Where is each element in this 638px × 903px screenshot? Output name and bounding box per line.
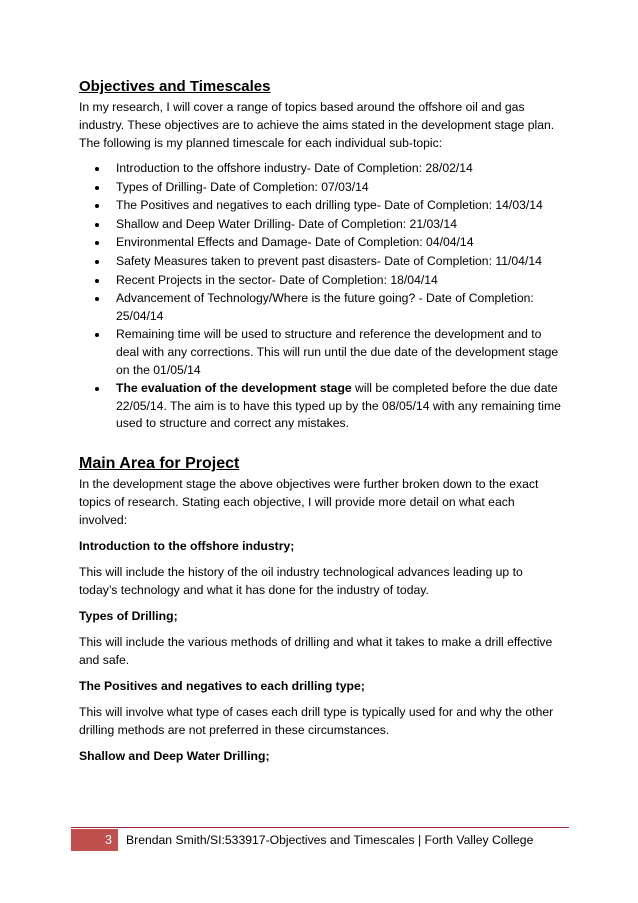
- list-item-text: Types of Drilling- Date of Completion: 07/03/14: [116, 179, 369, 194]
- list-item: [79, 179, 563, 197]
- list-item-text: Recent Projects in the sector- Date of Completion: 18/04/14: [116, 272, 438, 287]
- main-area-section: [79, 453, 563, 765]
- list-item-text: Safety Measures taken to prevent past disasters- Date of Completion: 11/04/14: [116, 253, 542, 268]
- list-item: [79, 216, 563, 234]
- objectives-heading: Objectives and Timescales: [79, 78, 271, 95]
- objectives-intro: In my research, I will cover a range of topics based around the offshore oil and gas industry. These objectives are to achieve the aims stated in the development stage plan. The following is my planned timescale for each individual sub-topic:: [79, 100, 555, 150]
- topic-title: Types of Drilling;: [79, 608, 178, 623]
- bullet-icon: [95, 223, 99, 227]
- bullet-icon: [95, 186, 99, 190]
- list-item-text: Shallow and Deep Water Drilling- Date of Completion: 21/03/14: [116, 216, 457, 231]
- list-item-text: Advancement of Technology/Where is the future going? - Date of Completion: 25/04/14: [116, 291, 534, 323]
- bullet-icon: [95, 204, 99, 208]
- list-item-bold-text: The evaluation of the development stage: [116, 381, 352, 396]
- main-area-heading: Main Area for Project: [79, 454, 240, 472]
- list-item: [79, 290, 563, 325]
- page-content: [79, 76, 563, 773]
- bullet-icon: [95, 167, 99, 171]
- list-item: [79, 326, 563, 379]
- timescale-list: [79, 160, 563, 433]
- topic-title: Introduction to the offshore industry;: [79, 538, 295, 553]
- bullet-icon: [95, 260, 99, 264]
- footer-divider: [71, 827, 569, 828]
- list-item-text: will be completed before the due date 22/05/14. The aim is to have this typed up by the 08/05/14 with any remaining time used to structure and correct any mistakes.: [116, 381, 561, 431]
- list-item: [79, 272, 563, 290]
- list-item: [79, 380, 563, 433]
- topic-body: This will include the history of the oil industry technological advances leading up to today’s technology and what it has done for the industry of today.: [79, 564, 523, 597]
- topic-title: Shallow and Deep Water Drilling;: [79, 748, 270, 763]
- list-item: [79, 160, 563, 178]
- bullet-icon: [95, 279, 99, 283]
- bullet-icon: [95, 333, 99, 337]
- list-item: [79, 234, 563, 252]
- topic-body: This will include the various methods of drilling and what it takes to make a drill effective and safe.: [79, 634, 553, 667]
- list-item: [79, 253, 563, 271]
- bullet-icon: [95, 387, 99, 391]
- bullet-icon: [95, 297, 99, 301]
- list-item-text: Introduction to the offshore industry- Date of Completion: 28/02/14: [116, 161, 473, 175]
- list-item-text: The Positives and negatives to each drilling type- Date of Completion: 14/03/14: [116, 198, 543, 213]
- page-number: 3: [105, 833, 112, 847]
- list-item: [79, 197, 563, 215]
- footer-text: Brendan Smith/SI:533917-Objectives and Timescales | Forth Valley College: [126, 833, 534, 847]
- list-item-text: Remaining time will be used to structure and reference the development and to deal with any corrections. This will run until the due date of the development stage on the 01/05/14: [116, 327, 559, 377]
- main-area-intro: In the development stage the above objectives were further broken down to the exact topics of research. Stating each objective, I will provide more detail on what each involved:: [79, 476, 539, 527]
- list-item-text: Environmental Effects and Damage- Date of Completion: 04/04/14: [116, 235, 474, 250]
- topic-body: This will involve what type of cases each drill type is typically used for and why the other drilling methods are not preferred in these circumstances.: [79, 704, 554, 737]
- topic-title: The Positives and negatives to each drilling type;: [79, 678, 365, 693]
- bullet-icon: [95, 241, 99, 245]
